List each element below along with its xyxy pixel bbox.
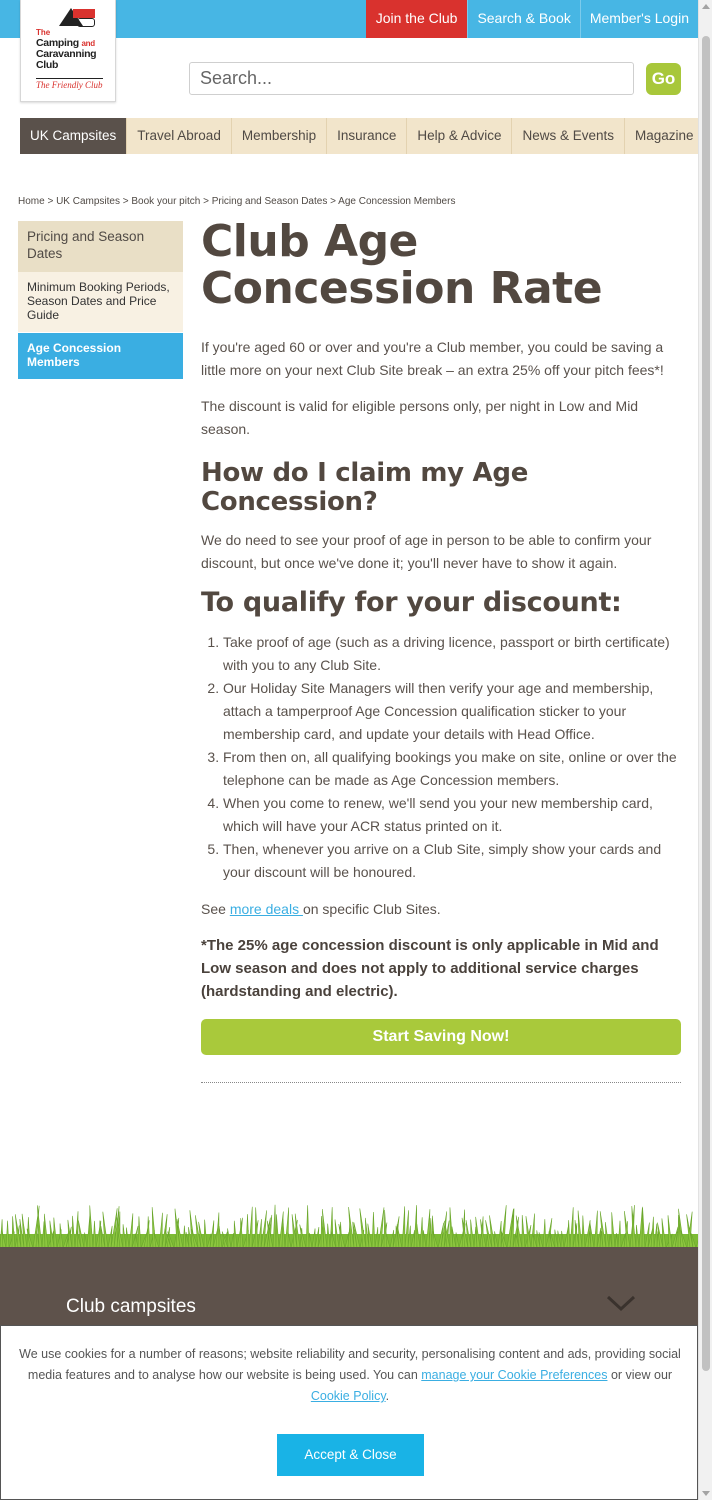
cookie-policy-link[interactable]: Cookie Policy (310, 1389, 386, 1403)
logo-name (36, 38, 116, 71)
scroll-thumb[interactable] (702, 36, 710, 1371)
search-box (189, 62, 634, 95)
chevron-down-icon[interactable] (606, 1293, 636, 1313)
more-deals-link[interactable]: more deals (229, 901, 303, 917)
breadcrumb[interactable]: Home > UK Campsites > Book your pitch > Pricing and Season Dates > Age Concession Members (18, 196, 456, 207)
logo-the: The (36, 28, 51, 37)
list-item: 2. Our Holiday Site Managers will then verify your age and membership, attach a tamperproof Age Concession qualification sticker to your membership card, and update your details with Head Office. (223, 677, 682, 746)
cookie-text (7, 1344, 693, 1407)
logo-caravanning: Caravanning (36, 48, 97, 60)
footer-club-campsites[interactable]: Club campsites (66, 1296, 196, 1317)
sidebar-item-booking-periods[interactable]: Minimum Booking Periods, Season Dates and Price Guide (18, 272, 183, 333)
cookie-banner (0, 1325, 698, 1500)
flag-icon (73, 9, 95, 18)
sidebar-heading[interactable]: Pricing and Season Dates (18, 221, 183, 272)
grass-decoration (0, 1198, 698, 1248)
list-item: 4. When you come to renew, we'll send you your new membership card, which will have your ACR status printed on it. (223, 792, 682, 838)
nav-magazine[interactable]: Magazine (625, 118, 704, 154)
list-item: 3. From then on, all qualifying bookings you make on site, online or over the telephone can be made as Age Concession members. (223, 746, 682, 792)
page-title: Club Age Concession Rate (201, 216, 603, 314)
top-links (366, 0, 698, 38)
scroll-down-icon[interactable] (702, 1491, 710, 1496)
site-logo[interactable] (20, 0, 116, 102)
start-saving-button[interactable]: Start Saving Now! (201, 1019, 681, 1055)
logo-tagline: The Friendly Club (36, 80, 103, 90)
search-book-link[interactable]: Search & Book (467, 0, 579, 38)
scrollbar[interactable] (698, 0, 712, 1500)
nav-news-events[interactable]: News & Events (512, 118, 625, 154)
site-header (0, 0, 698, 115)
see-pre: See (201, 901, 230, 917)
nav-travel-abroad[interactable]: Travel Abroad (127, 118, 232, 154)
qualify-steps (201, 631, 682, 884)
see-post: on specific Club Sites. (302, 901, 441, 917)
sidebar (18, 221, 183, 379)
main-content (201, 218, 682, 1083)
nav-uk-campsites[interactable]: UK Campsites (20, 118, 127, 154)
cookie-preferences-link[interactable]: manage your Cookie Preferences (421, 1368, 608, 1382)
claim-heading: How do I claim my Age Concession? (201, 458, 529, 517)
accept-close-button[interactable]: Accept & Close (277, 1434, 424, 1476)
main-nav (20, 118, 694, 154)
qualify-heading: To qualify for your discount: (201, 587, 622, 618)
list-item: 1. Take proof of age (such as a driving licence, passport or birth certificate) with you to any Club Site. (223, 631, 682, 677)
claim-paragraph: We do need to see your proof of age in person to be able to confirm your discount, but once we've done it; you'll never have to show it again. (201, 532, 652, 571)
intro-paragraph: If you're aged 60 or over and you're a Club member, you could be saving a little more on your next Club Site break – an extra 25% off your pitch fees*! (201, 339, 664, 378)
logo-camping: Camping (36, 37, 79, 49)
nav-insurance[interactable]: Insurance (327, 118, 407, 154)
scroll-up-icon[interactable] (702, 4, 710, 9)
logo-club: Club (36, 59, 59, 71)
join-club-link[interactable]: Join the Club (366, 0, 468, 38)
cookie-text-pre: We use cookies for a number of reasons; website reliability and security, personalising content and ads, providing social media features and to analyse how our website is being used. You can (19, 1347, 681, 1382)
list-item: 5. Then, whenever you arrive on a Club Site, simply show your cards and your discount will be honoured. (223, 838, 682, 884)
discount-note: *The 25% age concession discount is only applicable in Mid and Low season and does not apply to additional service charges (hardstanding and electric). (201, 937, 659, 1000)
caravan-icon (77, 18, 95, 27)
search-go-button[interactable]: Go (646, 63, 681, 95)
see-deals-paragraph (201, 898, 682, 921)
divider (201, 1082, 681, 1083)
logo-and: and (81, 39, 95, 48)
sidebar-item-age-concession[interactable]: Age Concession Members (18, 333, 183, 379)
discount-paragraph: The discount is valid for eligible persons only, per night in Low and Mid season. (201, 398, 639, 437)
search-input[interactable] (190, 63, 633, 94)
member-login-link[interactable]: Member's Login (580, 0, 698, 38)
cookie-text-mid: or view our (607, 1368, 673, 1382)
cookie-text-post: . (385, 1389, 390, 1403)
nav-help-advice[interactable]: Help & Advice (407, 118, 512, 154)
nav-membership[interactable]: Membership (232, 118, 327, 154)
